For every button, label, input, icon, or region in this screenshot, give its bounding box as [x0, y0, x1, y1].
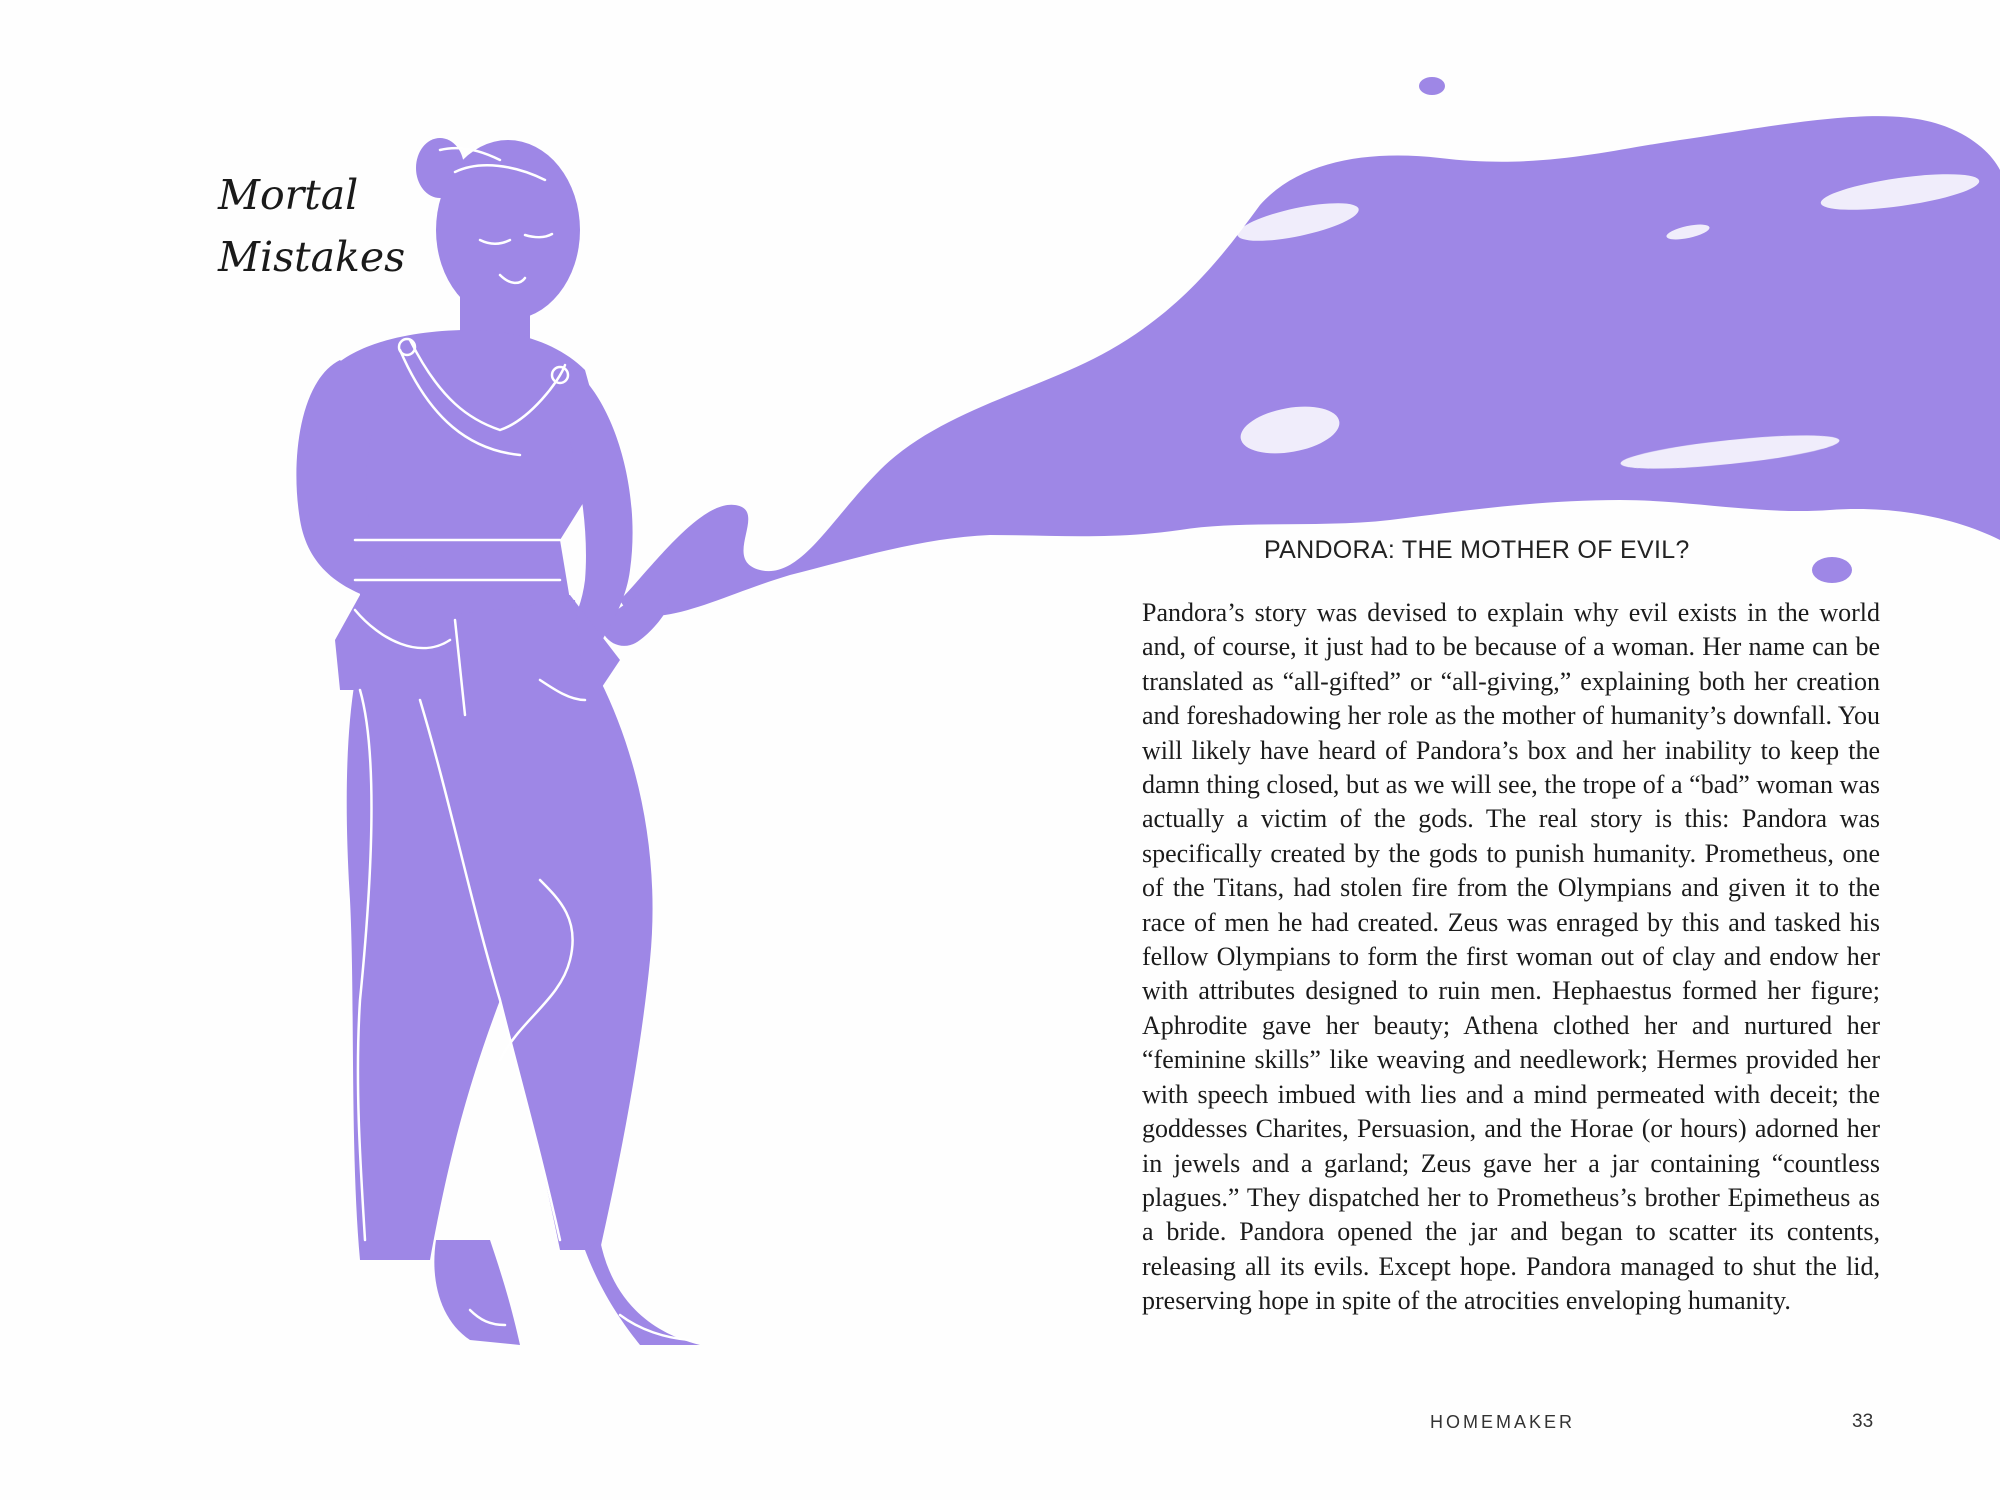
body-paragraph: Pandora’s story was devised to explain why evil exists in the world and, of course, it just had to be because of a woman. Her name can be translated as “all-gifted” or “all-giving,” explaining both her creation and foreshadowing her role as the mother of humanity’s downfall. You will likely have heard of Pandora’s box and her inability to keep the damn thing closed, but as we will see, the trope of a “bad” woman was actually a victim of the gods. The real story is this: Pandora was specifically created by the gods to punish humanity. Prometheus, one of the Titans, had stolen fire from the Olympians and given it to the race of men he had created. Zeus was enraged by this and tasked his fellow Olympians to form the first woman out of clay and endow her with attributes designed to ruin men. Hephaestus formed her figure; Aphrodite gave her beauty; Athena clothed her and nurtured her “feminine skills” like weaving and needlework; Hermes provided her with speech imbued with lies and a mind permeated with deceit; the goddesses Charites, Persuasion, and the Horae (or hours) adorned her in jewels and a garland; Zeus gave her a jar containing “countless plagues.” They dispatched her to Prometheus’s brother Epimetheus as a bride. Pandora opened the jar and began to scatter its contents, releasing all its evils. Except hope. Pandora managed to shut the lid, preserving hope in spite of the atrocities enveloping humanity.: [1142, 598, 1880, 1316]
section-title-line-2: Mistakes: [218, 233, 406, 281]
section-title-line-1: Mortal: [218, 171, 359, 219]
article-heading: PANDORA: THE MOTHER OF EVIL?: [1264, 536, 1690, 564]
jar: [450, 600, 585, 720]
section-title: [218, 164, 405, 288]
running-footer: HOMEMAKER: [1430, 1412, 1576, 1432]
pandora-figure: [296, 138, 700, 1345]
page-number: 33: [1852, 1411, 1874, 1432]
